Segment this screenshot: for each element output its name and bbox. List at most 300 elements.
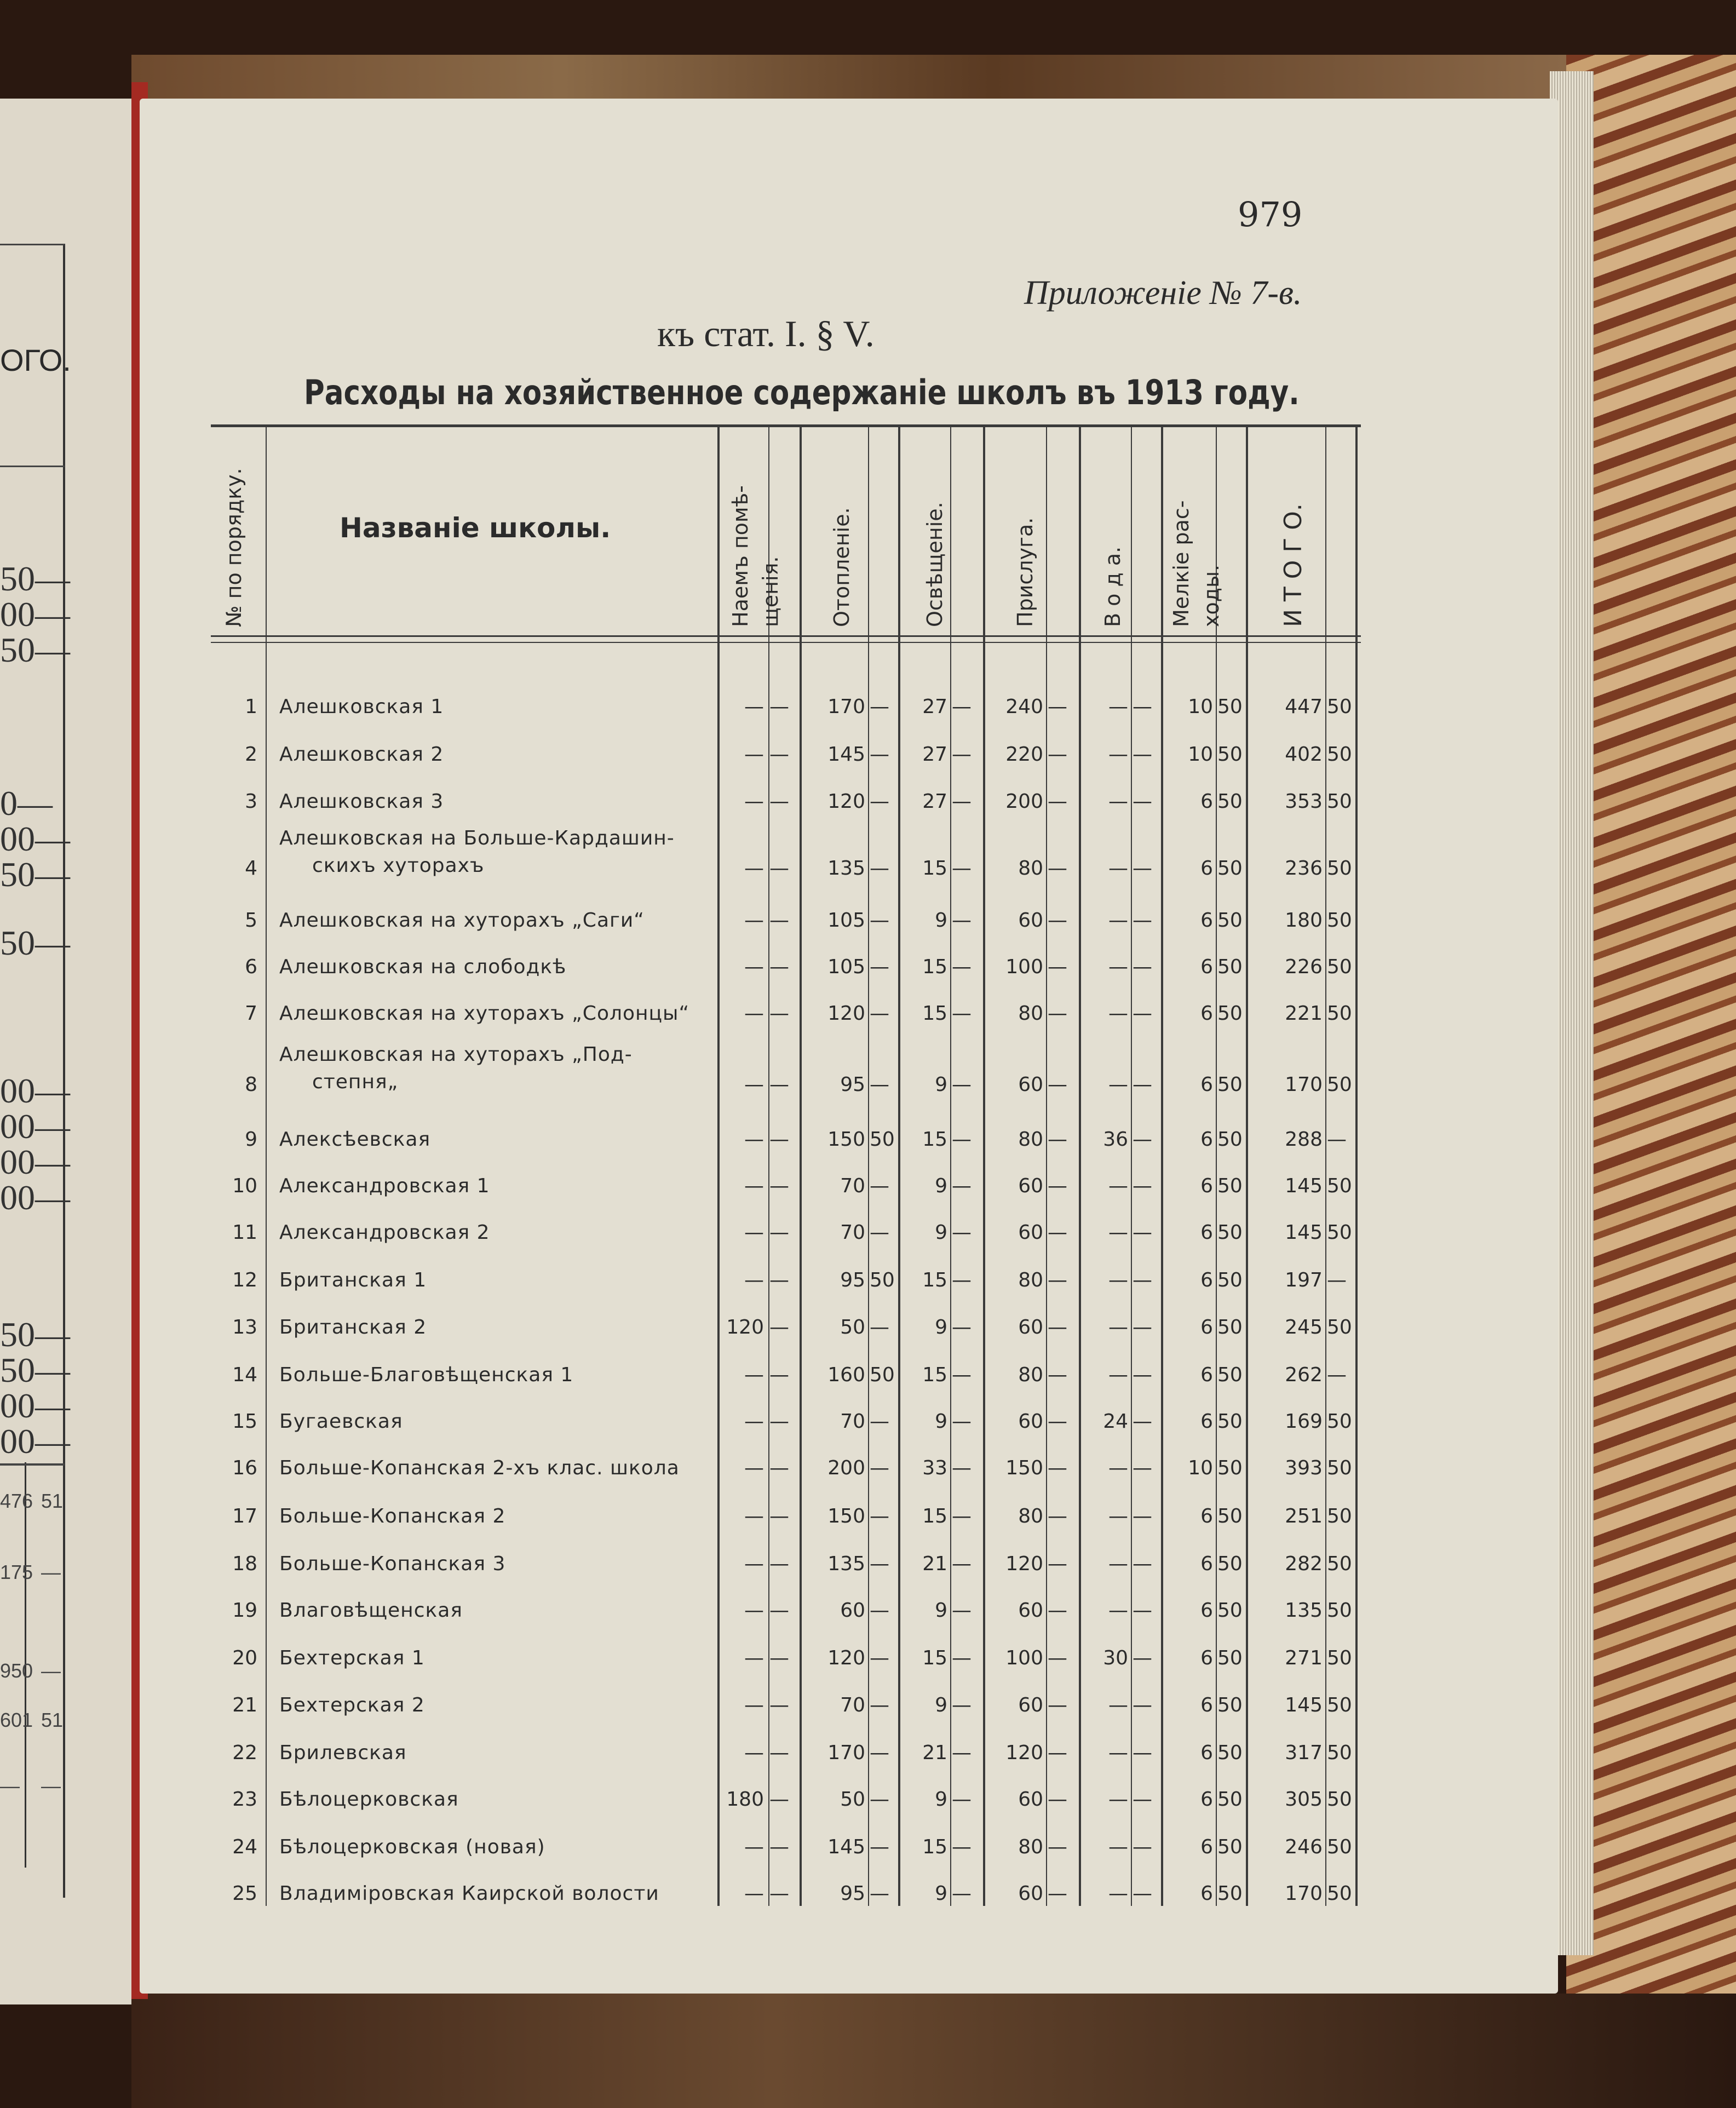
cell-rent-k: — <box>769 1742 789 1764</box>
row-number: 15 <box>232 1410 257 1433</box>
cell-light: 33 <box>922 1457 947 1479</box>
cell-serv-k: — <box>1048 1364 1067 1386</box>
cell-total: 402 <box>1285 743 1323 766</box>
article-reference: къ стат. I. § V. <box>657 313 875 354</box>
cell-water-k: — <box>1133 1742 1152 1764</box>
cell-water-k: — <box>1133 1175 1152 1197</box>
cell-misc: 6 <box>1200 1316 1213 1339</box>
cell-water-k: — <box>1133 1316 1152 1339</box>
cell-rent: — <box>744 1882 764 1905</box>
cell-rent: 180 <box>726 1788 764 1811</box>
cell-total-k: 50 <box>1327 909 1352 932</box>
cell-light: 9 <box>935 1316 947 1339</box>
cell-water-k: — <box>1133 1221 1152 1244</box>
cell-rent-k: — <box>769 1316 789 1339</box>
cell-serv: 200 <box>1005 790 1043 813</box>
cell-total: 221 <box>1285 1002 1323 1025</box>
cell-serv: 60 <box>1018 1175 1043 1197</box>
cell-serv: 60 <box>1018 1694 1043 1716</box>
table-rule <box>1161 424 1163 1906</box>
header-misc-line1: Мелкіе рас- <box>1169 500 1193 627</box>
table-rule <box>983 424 985 1906</box>
cell-rent: — <box>744 956 764 978</box>
cell-misc-k: 50 <box>1217 1073 1243 1096</box>
cell-water-k: — <box>1133 743 1152 766</box>
cell-water: — <box>1108 790 1128 813</box>
cell-misc: 10 <box>1188 743 1213 766</box>
left-page-sum: — <box>41 1659 61 1682</box>
cell-misc: 6 <box>1200 956 1213 978</box>
table-rule <box>868 424 869 1906</box>
cell-water: 36 <box>1103 1128 1128 1151</box>
cell-serv-k: — <box>1048 1073 1067 1096</box>
cell-light: 15 <box>922 1364 947 1386</box>
cell-heat: 50 <box>840 1788 865 1811</box>
cell-misc-k: 50 <box>1217 1505 1243 1527</box>
cell-water-k: — <box>1133 857 1152 880</box>
left-page-number: 50— <box>0 923 70 962</box>
left-page-fragment: ОГО. <box>0 343 71 377</box>
row-number: 3 <box>245 790 257 813</box>
cell-total-k: 50 <box>1327 1316 1352 1339</box>
cell-heat-k: — <box>870 790 889 813</box>
cell-misc-k: 50 <box>1217 1553 1243 1575</box>
cell-light-k: — <box>952 1882 972 1905</box>
cell-water-k: — <box>1133 1364 1152 1386</box>
school-name: Алешковская на Больше-Кардашин- <box>279 827 675 849</box>
cell-heat-k: — <box>870 909 889 932</box>
cell-water-k: — <box>1133 1505 1152 1527</box>
cell-total: 170 <box>1285 1073 1323 1096</box>
table-rule <box>1046 424 1047 1906</box>
cell-total: 197 <box>1285 1269 1323 1291</box>
cell-misc-k: 50 <box>1217 1836 1243 1858</box>
cell-rent: 120 <box>726 1316 764 1339</box>
cell-water-k: — <box>1133 1882 1152 1905</box>
cell-water: — <box>1108 956 1128 978</box>
cell-heat: 50 <box>840 1316 865 1339</box>
cell-serv: 80 <box>1018 1364 1043 1386</box>
cell-heat-k: 50 <box>870 1128 895 1151</box>
cell-misc-k: 50 <box>1217 857 1243 880</box>
cell-rent-k: — <box>769 1269 789 1291</box>
cell-misc: 6 <box>1200 1505 1213 1527</box>
cell-heat-k: — <box>870 1316 889 1339</box>
row-number: 9 <box>245 1128 257 1151</box>
cell-misc: 6 <box>1200 1882 1213 1905</box>
cell-serv: 100 <box>1005 1647 1043 1669</box>
cell-serv-k: — <box>1048 1002 1067 1025</box>
cell-light-k: — <box>952 743 972 766</box>
cell-total: 180 <box>1285 909 1323 932</box>
cell-misc: 6 <box>1200 1128 1213 1151</box>
row-number: 16 <box>232 1457 257 1479</box>
cell-total: 353 <box>1285 790 1323 813</box>
cell-misc: 6 <box>1200 1175 1213 1197</box>
row-number: 19 <box>232 1599 257 1622</box>
cell-serv-k: — <box>1048 857 1067 880</box>
cell-misc-k: 50 <box>1217 790 1243 813</box>
cell-light: 27 <box>922 743 947 766</box>
cell-heat-k: 50 <box>870 1364 895 1386</box>
cell-light: 9 <box>935 1073 947 1096</box>
row-number: 22 <box>232 1742 257 1764</box>
cell-misc-k: 50 <box>1217 1647 1243 1669</box>
cell-heat: 145 <box>827 1836 865 1858</box>
cell-water: — <box>1108 1882 1128 1905</box>
left-page-number: 00— <box>0 819 70 858</box>
cell-total: 282 <box>1285 1553 1323 1575</box>
cell-misc: 6 <box>1200 1647 1213 1669</box>
cell-light: 27 <box>922 696 947 718</box>
cell-serv-k: — <box>1048 743 1067 766</box>
cell-light-k: — <box>952 696 972 718</box>
cell-serv-k: — <box>1048 909 1067 932</box>
cell-water-k: — <box>1133 790 1152 813</box>
cell-total: 251 <box>1285 1505 1323 1527</box>
cell-rent: — <box>744 1175 764 1197</box>
cell-light: 9 <box>935 1221 947 1244</box>
cell-serv: 60 <box>1018 1316 1043 1339</box>
table-rule <box>1216 424 1217 1906</box>
cell-light: 15 <box>922 1128 947 1151</box>
cell-rent: — <box>744 1599 764 1622</box>
cell-light-k: — <box>952 1647 972 1669</box>
cell-serv: 80 <box>1018 1836 1043 1858</box>
school-name: Британская 2 <box>279 1316 427 1339</box>
left-page-number: 50— <box>0 855 70 894</box>
cell-misc-k: 50 <box>1217 1269 1243 1291</box>
cell-water-k: — <box>1133 1269 1152 1291</box>
cell-water-k: — <box>1133 956 1152 978</box>
school-name: Британская 1 <box>279 1269 427 1291</box>
header-order-number: № по порядку. <box>222 468 246 627</box>
school-name: Бехтерская 1 <box>279 1647 425 1669</box>
cell-serv: 80 <box>1018 1269 1043 1291</box>
cell-light: 9 <box>935 1599 947 1622</box>
school-name-cont: степня„ <box>312 1071 399 1093</box>
cell-total-k: 50 <box>1327 857 1352 880</box>
row-number: 21 <box>232 1694 257 1716</box>
left-page-sum: 601 <box>0 1709 33 1731</box>
cell-serv-k: — <box>1048 1647 1067 1669</box>
cell-misc: 6 <box>1200 857 1213 880</box>
cell-light: 15 <box>922 857 947 880</box>
cell-total-k: 50 <box>1327 1002 1352 1025</box>
cell-total: 317 <box>1285 1742 1323 1764</box>
table-rule <box>1079 424 1081 1906</box>
cell-water-k: — <box>1133 1647 1152 1669</box>
cell-heat-k: — <box>870 1742 889 1764</box>
cell-rent-k: — <box>769 857 789 880</box>
cell-misc-k: 50 <box>1217 1599 1243 1622</box>
cell-water: — <box>1108 1742 1128 1764</box>
cell-light: 27 <box>922 790 947 813</box>
table-rule <box>1246 424 1248 1906</box>
cell-rent: — <box>744 1505 764 1527</box>
cell-light: 9 <box>935 1410 947 1433</box>
row-number: 1 <box>245 696 257 718</box>
cell-total-k: 50 <box>1327 743 1352 766</box>
cell-heat-k: — <box>870 1073 889 1096</box>
row-number: 25 <box>232 1882 257 1905</box>
cell-total-k: 50 <box>1327 1836 1352 1858</box>
book-cover-bottom <box>131 1994 1736 2108</box>
cell-rent-k: — <box>769 1410 789 1433</box>
left-page-number: 00— <box>0 1178 70 1217</box>
school-name: Бугаевская <box>279 1410 403 1433</box>
cell-heat: 120 <box>827 1002 865 1025</box>
cell-light-k: — <box>952 956 972 978</box>
cell-misc-k: 50 <box>1217 909 1243 932</box>
cell-serv-k: — <box>1048 1836 1067 1858</box>
left-page-sum: 476 <box>0 1490 33 1512</box>
row-number: 10 <box>232 1175 257 1197</box>
school-name: Брилевская <box>279 1742 407 1764</box>
cell-rent-k: — <box>769 1553 789 1575</box>
cell-total-k: — <box>1327 1364 1347 1386</box>
cell-misc-k: 50 <box>1217 1221 1243 1244</box>
cell-heat: 160 <box>827 1364 865 1386</box>
cell-total-k: 50 <box>1327 1175 1352 1197</box>
left-page-number: 00— <box>0 1386 70 1425</box>
header-lighting: Освѣщеніе. <box>923 502 947 627</box>
table-rule <box>898 424 900 1906</box>
cell-serv: 60 <box>1018 909 1043 932</box>
school-name: Александровская 2 <box>279 1221 490 1244</box>
row-number: 8 <box>245 1073 257 1096</box>
cell-misc: 6 <box>1200 1836 1213 1858</box>
cell-misc: 6 <box>1200 1269 1213 1291</box>
cell-rent-k: — <box>769 1364 789 1386</box>
cell-heat-k: — <box>870 1599 889 1622</box>
cell-serv-k: — <box>1048 1269 1067 1291</box>
cell-water: 24 <box>1103 1410 1128 1433</box>
left-page-number: 00— <box>0 1107 70 1146</box>
cell-serv-k: — <box>1048 956 1067 978</box>
page-number: 979 <box>1238 194 1303 234</box>
row-number: 24 <box>232 1836 257 1858</box>
cell-rent: — <box>744 857 764 880</box>
cell-light: 15 <box>922 1647 947 1669</box>
left-page-sum: 51 <box>41 1490 64 1512</box>
cell-heat-k: — <box>870 1647 889 1669</box>
cell-rent-k: — <box>769 1599 789 1622</box>
cell-water: — <box>1108 1788 1128 1811</box>
left-page-rule <box>0 466 65 467</box>
cell-total-k: 50 <box>1327 1882 1352 1905</box>
cell-heat-k: — <box>870 1788 889 1811</box>
cell-light-k: — <box>952 1002 972 1025</box>
cell-heat-k: — <box>870 956 889 978</box>
table-rule <box>211 642 1361 643</box>
cell-light-k: — <box>952 1457 972 1479</box>
header-misc-line2: ходы. <box>1199 564 1223 627</box>
left-page-number: 50— <box>0 559 70 598</box>
header-rent-line2: щенія. <box>758 556 783 627</box>
cell-serv: 60 <box>1018 1788 1043 1811</box>
cell-rent-k: — <box>769 1505 789 1527</box>
row-number: 11 <box>232 1221 257 1244</box>
cell-light: 15 <box>922 956 947 978</box>
cell-rent-k: — <box>769 1694 789 1716</box>
cell-heat: 135 <box>827 1553 865 1575</box>
table-rule <box>1131 424 1132 1906</box>
cell-total: 305 <box>1285 1788 1323 1811</box>
cell-water-k: — <box>1133 909 1152 932</box>
cell-rent: — <box>744 1694 764 1716</box>
cell-water-k: — <box>1133 1410 1152 1433</box>
cell-serv-k: — <box>1048 1221 1067 1244</box>
cell-serv-k: — <box>1048 1599 1067 1622</box>
cell-serv-k: — <box>1048 1742 1067 1764</box>
cell-serv: 240 <box>1005 696 1043 718</box>
cell-light-k: — <box>952 1073 972 1096</box>
cell-serv: 60 <box>1018 1599 1043 1622</box>
appendix-label: Приложеніе № 7-в. <box>1024 274 1302 312</box>
cell-rent-k: — <box>769 1457 789 1479</box>
cell-serv: 100 <box>1005 956 1043 978</box>
cell-rent-k: — <box>769 1128 789 1151</box>
table-rule <box>211 635 1361 637</box>
left-page-sum: — <box>41 1561 61 1583</box>
cell-heat-k: — <box>870 1410 889 1433</box>
cell-misc-k: 50 <box>1217 743 1243 766</box>
cell-heat: 200 <box>827 1457 865 1479</box>
cell-serv-k: — <box>1048 1175 1067 1197</box>
cell-total-k: 50 <box>1327 1410 1352 1433</box>
left-page-number: 00— <box>0 1071 70 1110</box>
school-name: Больше-Благовѣщенская 1 <box>279 1364 574 1386</box>
cell-water: — <box>1108 1694 1128 1716</box>
cell-light-k: — <box>952 1410 972 1433</box>
cell-misc: 6 <box>1200 1002 1213 1025</box>
cell-light: 15 <box>922 1505 947 1527</box>
school-name: Алешковская 3 <box>279 790 444 813</box>
cell-heat: 70 <box>840 1221 865 1244</box>
cell-light-k: — <box>952 1128 972 1151</box>
cell-water: — <box>1108 1364 1128 1386</box>
cell-water: — <box>1108 1175 1128 1197</box>
cell-water: — <box>1108 1316 1128 1339</box>
cell-water-k: — <box>1133 1457 1152 1479</box>
school-name: Больше-Копанская 2-хъ клас. школа <box>279 1457 680 1479</box>
cell-rent-k: — <box>769 1882 789 1905</box>
cell-water: — <box>1108 909 1128 932</box>
cell-light-k: — <box>952 1553 972 1575</box>
cell-total: 170 <box>1285 1882 1323 1905</box>
row-number: 6 <box>245 956 257 978</box>
header-heating: Отопленіе. <box>830 507 854 627</box>
cell-misc: 6 <box>1200 1410 1213 1433</box>
cell-misc-k: 50 <box>1217 1694 1243 1716</box>
cell-total: 288 <box>1285 1128 1323 1151</box>
cell-serv-k: — <box>1048 1553 1067 1575</box>
cell-light-k: — <box>952 1694 972 1716</box>
cell-serv-k: — <box>1048 1457 1067 1479</box>
cell-serv-k: — <box>1048 1410 1067 1433</box>
cell-heat: 95 <box>840 1882 865 1905</box>
cell-water-k: — <box>1133 1694 1152 1716</box>
cell-light-k: — <box>952 1269 972 1291</box>
cell-light: 9 <box>935 1882 947 1905</box>
cell-misc-k: 50 <box>1217 1410 1243 1433</box>
row-number: 14 <box>232 1364 257 1386</box>
cell-light: 9 <box>935 909 947 932</box>
table-rule <box>950 424 951 1906</box>
cell-serv: 80 <box>1018 1505 1043 1527</box>
school-name: Бехтерская 2 <box>279 1694 425 1716</box>
cell-serv: 80 <box>1018 857 1043 880</box>
cell-serv: 220 <box>1005 743 1043 766</box>
cell-water: — <box>1108 1269 1128 1291</box>
cell-water: — <box>1108 1457 1128 1479</box>
cell-water: — <box>1108 696 1128 718</box>
cell-misc-k: 50 <box>1217 956 1243 978</box>
cell-water: — <box>1108 743 1128 766</box>
cell-total-k: 50 <box>1327 790 1352 813</box>
cell-heat: 95 <box>840 1073 865 1096</box>
cell-rent: — <box>744 1128 764 1151</box>
cell-light-k: — <box>952 857 972 880</box>
cell-rent-k: — <box>769 790 789 813</box>
cell-light: 15 <box>922 1269 947 1291</box>
cell-light: 15 <box>922 1002 947 1025</box>
cell-misc: 6 <box>1200 1694 1213 1716</box>
cell-light-k: — <box>952 909 972 932</box>
left-page-sum: 950 <box>0 1659 33 1682</box>
school-name: Больше-Копанская 2 <box>279 1505 506 1527</box>
cell-water: — <box>1108 1221 1128 1244</box>
cell-light: 21 <box>922 1553 947 1575</box>
school-name: Алешковская на хуторахъ „Солонцы“ <box>279 1002 690 1025</box>
cell-water: — <box>1108 1553 1128 1575</box>
left-page-rule <box>0 1463 65 1466</box>
cell-misc: 6 <box>1200 1553 1213 1575</box>
left-page-number: 0— <box>0 784 53 823</box>
cell-misc: 10 <box>1188 1457 1213 1479</box>
row-number: 20 <box>232 1647 257 1669</box>
cell-rent: — <box>744 1410 764 1433</box>
cell-total: 135 <box>1285 1599 1323 1622</box>
cell-rent-k: — <box>769 743 789 766</box>
cell-rent: — <box>744 1073 764 1096</box>
cell-misc: 6 <box>1200 1073 1213 1096</box>
cell-total-k: — <box>1327 1128 1347 1151</box>
cell-serv-k: — <box>1048 790 1067 813</box>
cell-misc-k: 50 <box>1217 1882 1243 1905</box>
header-school-name: Названіе школы. <box>340 512 611 544</box>
cell-light-k: — <box>952 1175 972 1197</box>
cell-heat: 145 <box>827 743 865 766</box>
cell-water-k: — <box>1133 1002 1152 1025</box>
cell-heat: 70 <box>840 1694 865 1716</box>
cell-total: 262 <box>1285 1364 1323 1386</box>
cell-heat-k: — <box>870 1694 889 1716</box>
cell-light-k: — <box>952 1788 972 1811</box>
cell-rent: — <box>744 1647 764 1669</box>
cell-water: — <box>1108 1599 1128 1622</box>
cell-rent-k: — <box>769 1788 789 1811</box>
cell-serv-k: — <box>1048 1788 1067 1811</box>
cell-total: 145 <box>1285 1175 1323 1197</box>
left-page-number: 50— <box>0 1315 70 1354</box>
cell-total-k: 50 <box>1327 1221 1352 1244</box>
cell-light: 15 <box>922 1836 947 1858</box>
cell-water: — <box>1108 1505 1128 1527</box>
cell-heat: 150 <box>827 1505 865 1527</box>
school-name: Владиміровская Каирской волости <box>279 1882 659 1905</box>
